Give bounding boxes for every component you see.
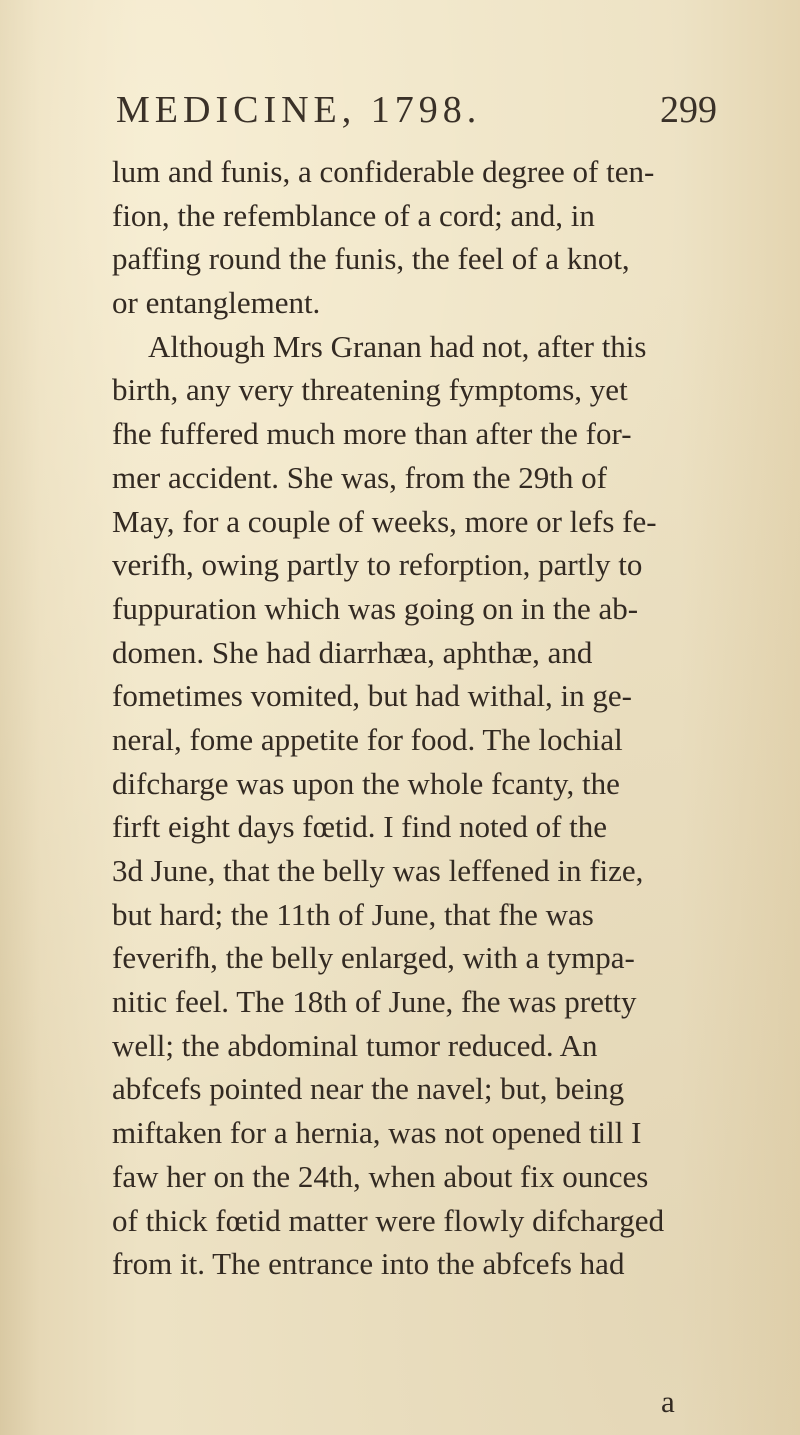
text-line: fhe fuffered much more than after the for- <box>112 416 632 452</box>
text-line: May, for a couple of weeks, more or lefs fe- <box>112 503 657 539</box>
text-line: difcharge was upon the whole fcanty, the <box>112 765 620 801</box>
text-line: verifh, owing partly to reforption, partly to <box>112 547 643 583</box>
text-line: fion, the refemblance of a cord; and, in <box>112 197 595 233</box>
text-line: neral, fome appetite for food. The lochial <box>112 721 623 757</box>
text-line: lum and funis, a confiderable degree of ten- <box>112 154 655 189</box>
text-line: faw her on the 24th, when about fix ounces <box>112 1158 649 1194</box>
running-title: MEDICINE, 1798. <box>116 89 482 131</box>
text-line: feverifh, the belly enlarged, with a tympa- <box>112 940 635 976</box>
text-line: but hard; the 11th of June, that fhe was <box>112 896 594 932</box>
text-line: paffing round the funis, the feel of a knot, <box>112 241 630 277</box>
text-line: 3d June, that the belly was leffened in fize, <box>112 853 644 888</box>
text-line: nitic feel. The 18th of June, fhe was pretty <box>112 984 637 1020</box>
text-line: of thick fœtid matter were flowly difcharged <box>112 1202 665 1238</box>
body-text <box>112 150 702 1286</box>
catchword: a <box>661 1384 675 1419</box>
text-line: well; the abdominal tumor reduced. An <box>112 1027 598 1063</box>
text-line: birth, any very threatening fymptoms, yet <box>112 372 628 408</box>
text-line: Although Mrs Granan had not, after this <box>148 328 647 364</box>
text-line: fuppuration which was going on in the ab- <box>112 590 639 626</box>
text-line: fometimes vomited, but had withal, in ge- <box>112 678 633 714</box>
text-line: mer accident. She was, from the 29th of <box>112 459 607 495</box>
page-number: 299 <box>660 89 717 131</box>
text-line: miftaken for a hernia, was not opened till I <box>112 1115 642 1151</box>
page-header <box>0 88 800 148</box>
text-line: firft eight days fœtid. I find noted of the <box>112 809 608 845</box>
text-line: or entanglement. <box>112 285 321 321</box>
text-line: domen. She had diarrhæa, aphthæ, and <box>112 634 593 670</box>
text-line: from it. The entrance into the abfcefs had <box>112 1246 625 1282</box>
text-line: abfcefs pointed near the navel; but, being <box>112 1071 625 1107</box>
